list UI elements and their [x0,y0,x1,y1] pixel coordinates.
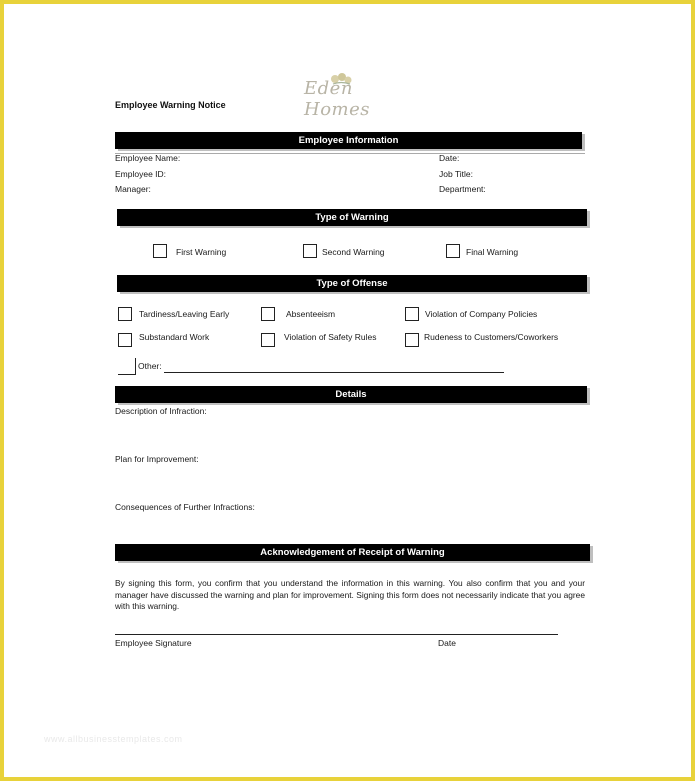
manager-label: Manager: [115,184,151,194]
section-header-acknowledgement: Acknowledgement of Receipt of Warning [115,544,590,561]
substandard-work-checkbox[interactable] [118,333,132,347]
final-warning-checkbox[interactable] [446,244,460,258]
employee-id-label: Employee ID: [115,169,167,179]
rudeness-checkbox[interactable] [405,333,419,347]
tardiness-checkbox[interactable] [118,307,132,321]
other-label: Other: [138,361,162,371]
other-checkbox-underline [118,374,136,375]
description-label: Description of Infraction: [115,406,207,416]
absenteeism-checkbox[interactable] [261,307,275,321]
company-logo: Eden Homes [304,78,370,120]
substandard-work-label: Substandard Work [139,332,210,342]
document-title: Employee Warning Notice [115,100,226,110]
company-policies-label: Violation of Company Policies [425,309,538,319]
final-warning-label: Final Warning [466,247,519,257]
other-input-line[interactable] [164,372,504,373]
section-header-type-of-offense: Type of Offense [117,275,587,292]
other-checkbox-edge [135,358,136,374]
safety-rules-checkbox[interactable] [261,333,275,347]
rudeness-label: Rudeness to Customers/Coworkers [424,332,559,342]
signature-date-label: Date [438,638,456,648]
signature-line[interactable] [115,634,558,635]
tardiness-label: Tardiness/Leaving Early [139,309,230,319]
section-header-type-of-warning: Type of Warning [117,209,587,226]
acknowledgement-text: By signing this form, you confirm that you understand the information in this warning. You also confirm that you and your manager have discussed the warning and plan for improvement. Signing this form does not necessarily indicate that you agree with this warning. [115,578,585,612]
second-warning-checkbox[interactable] [303,244,317,258]
consequences-label: Consequences of Further Infractions: [115,502,255,512]
job-title-label: Job Title: [439,169,474,179]
second-warning-label: Second Warning [322,247,385,257]
safety-rules-label: Violation of Safety Rules [284,332,377,342]
section-header-employee-information: Employee Information [115,132,582,149]
watermark: www.allbusinesstemplates.com [44,734,183,744]
section-header-details: Details [115,386,587,403]
plan-label: Plan for Improvement: [115,454,199,464]
department-label: Department: [439,184,486,194]
date-label: Date: [439,153,460,163]
first-warning-label: First Warning [176,247,227,257]
first-warning-checkbox[interactable] [153,244,167,258]
section-divider [115,153,585,154]
company-policies-checkbox[interactable] [405,307,419,321]
employee-signature-label: Employee Signature [115,638,192,648]
absenteeism-label: Absenteeism [286,309,336,319]
employee-name-label: Employee Name: [115,153,181,163]
